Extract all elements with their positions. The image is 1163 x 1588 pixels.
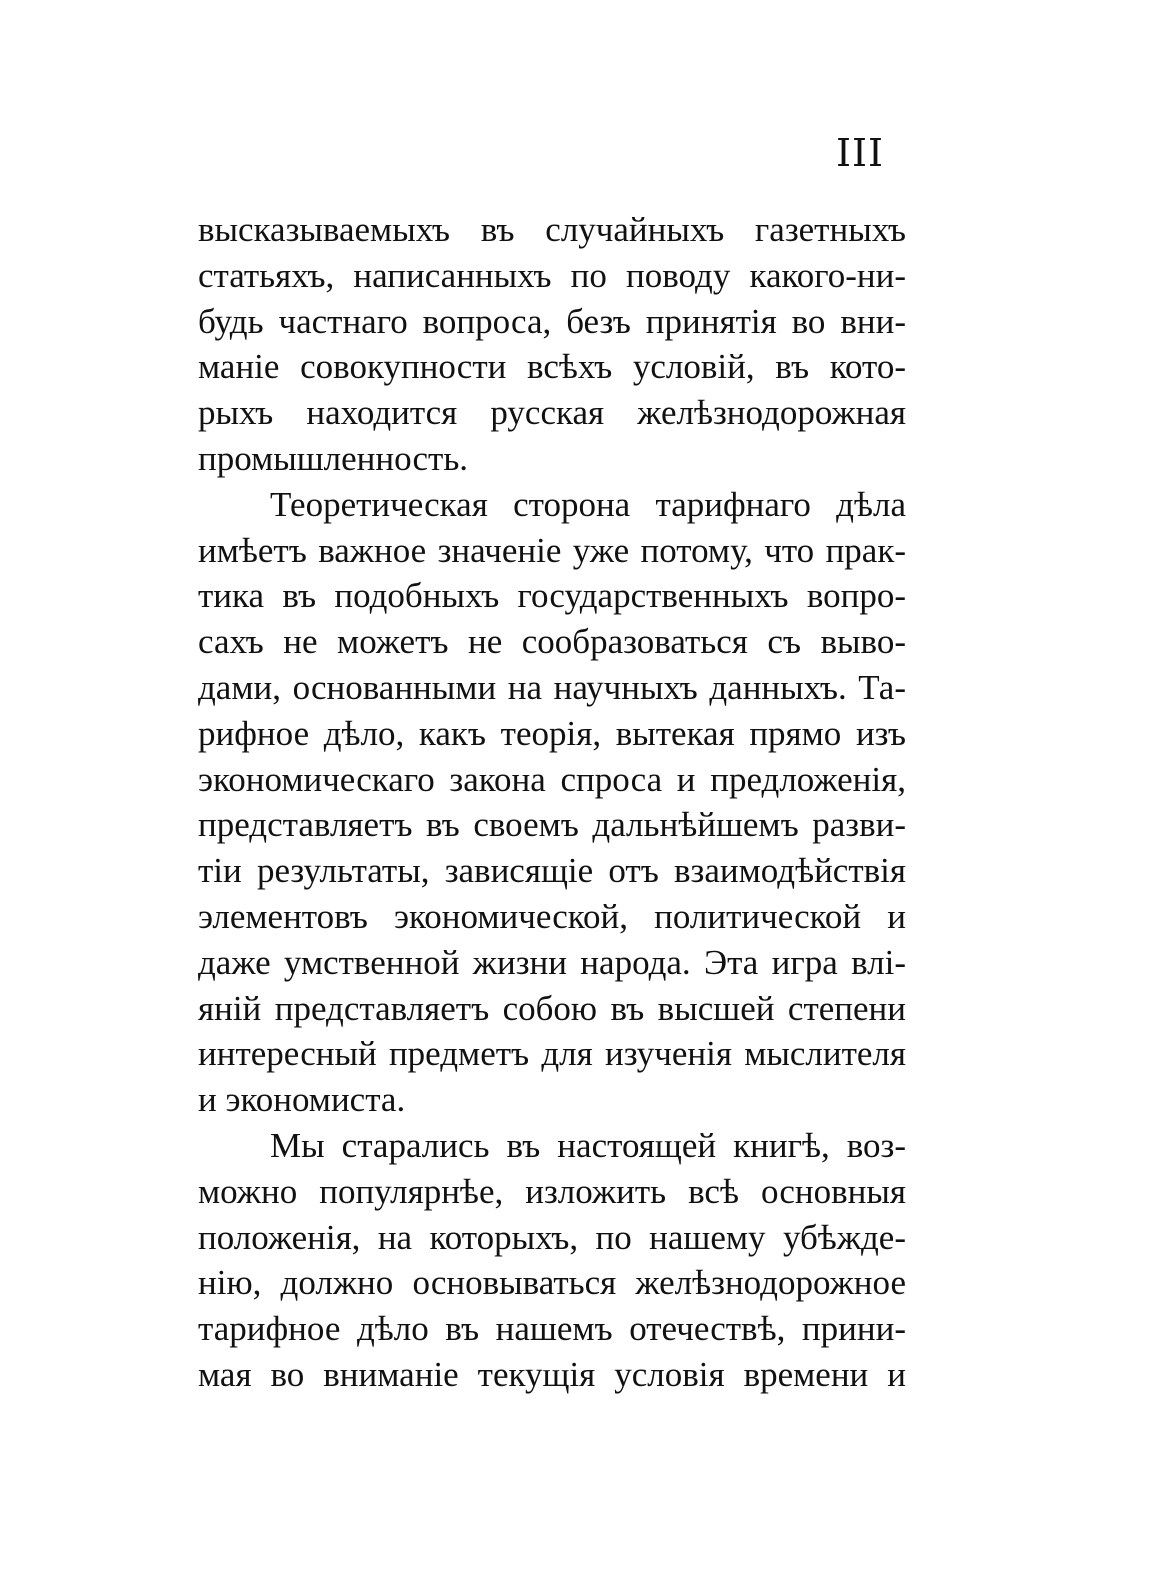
text-line: маніе совокупности всѣхъ условій, въ кото-	[198, 347, 906, 387]
text-line: тіи результаты, зависящіе отъ взаимодѣйствія	[198, 851, 906, 891]
text-line: интересный предметъ для изученія мыслителя	[198, 1034, 906, 1074]
text-line: рифное дѣло, какъ теорія, вытекая прямо изъ	[198, 713, 906, 753]
text-line: будь частнаго вопроса, безъ принятія во вни-	[198, 301, 906, 341]
text-line: даже умственной жизни народа. Эта игра влі-	[198, 942, 906, 982]
text-line: статьяхъ, написанныхъ по поводу какого-ни-	[198, 255, 906, 295]
page-number: III	[836, 131, 885, 175]
text-line: имѣетъ важное значеніе уже потому, что прак-	[198, 530, 906, 570]
text-line: Мы старались въ настоящей книгѣ, воз-	[270, 1125, 906, 1165]
text-line: можно популярнѣе, изложить всѣ основныя	[198, 1171, 906, 1211]
text-line: тарифное дѣло въ нашемъ отечествѣ, прини-	[198, 1309, 906, 1349]
text-line: сахъ не можетъ не сообразоваться съ выво-	[198, 622, 906, 662]
paragraph	[198, 207, 906, 482]
paragraph	[198, 1123, 906, 1398]
text-line: дами, основанными на научныхъ данныхъ. Та-	[198, 667, 906, 707]
paragraph	[198, 482, 906, 1123]
text-line: экономическаго закона спроса и предложенія,	[198, 759, 906, 799]
text-line: рыхъ находится русская желѣзнодорожная	[198, 393, 906, 433]
text-line: тика въ подобныхъ государственныхъ вопро-	[198, 576, 906, 616]
text-line: яній представляетъ собою въ высшей степени	[198, 988, 906, 1028]
text-line: высказываемыхъ въ случайныхъ газетныхъ	[198, 210, 906, 249]
text-line: мая во вниманіе текущія условія времени и	[198, 1354, 906, 1394]
text-line: Теоретическая сторона тарифнаго дѣла	[270, 484, 906, 524]
text-line: и экономиста.	[198, 1080, 406, 1120]
text-line: представляетъ въ своемъ дальнѣйшемъ разви-	[198, 805, 906, 845]
text-line: нію, должно основываться желѣзнодорожное	[198, 1263, 906, 1303]
text-line: положенія, на которыхъ, по нашему убѣжде-	[198, 1217, 906, 1257]
body-text	[198, 207, 906, 1398]
text-line: элементовъ экономической, политической и	[198, 896, 906, 936]
text-line: промышленность.	[198, 438, 469, 478]
